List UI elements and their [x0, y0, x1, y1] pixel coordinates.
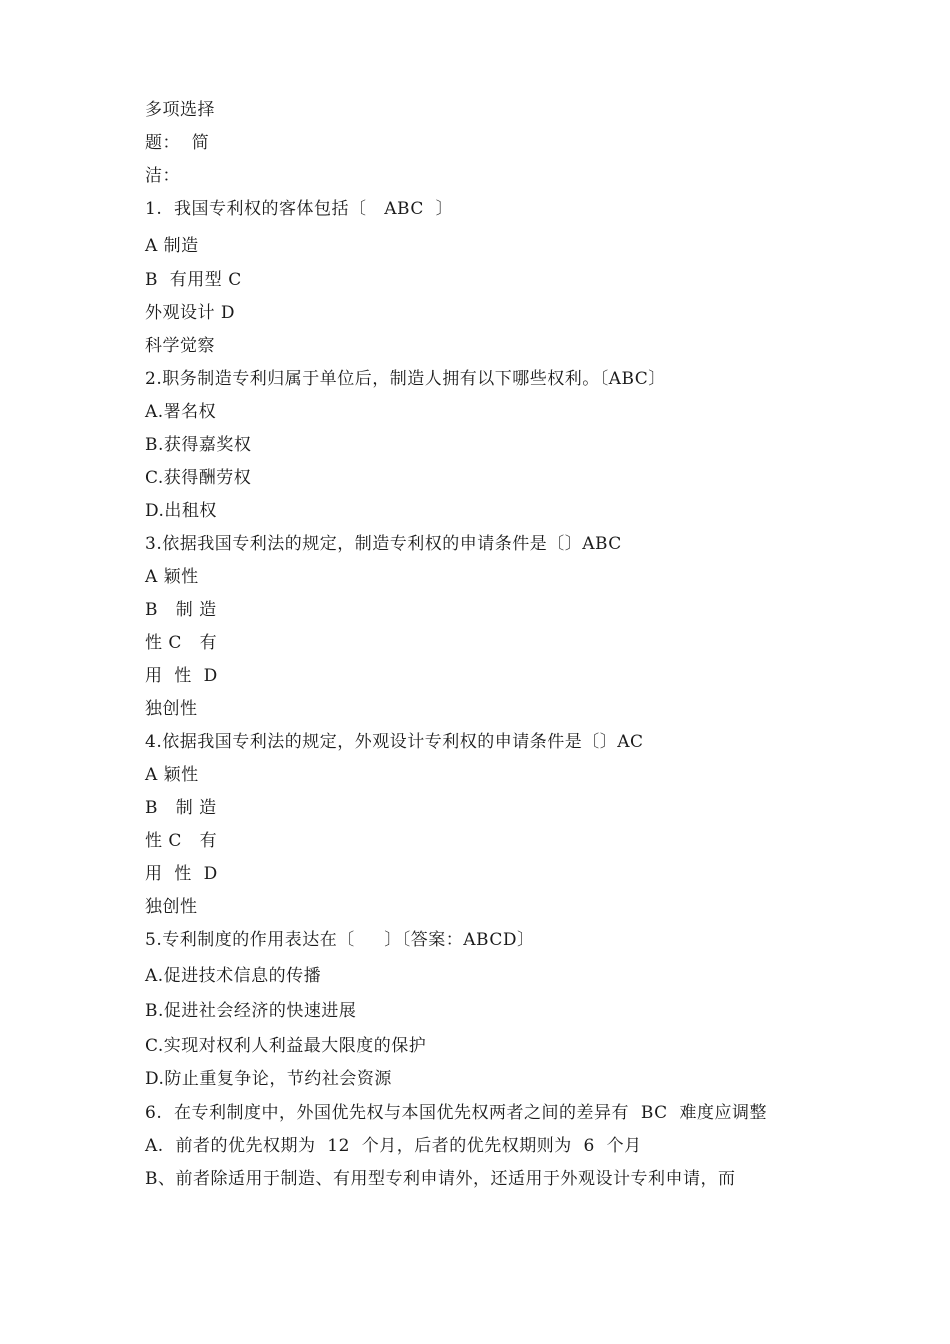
section-heading: 题： 简 — [145, 133, 210, 153]
option-line: 外观设计 D — [145, 303, 236, 323]
option-line: D.出租权 — [145, 501, 217, 521]
question-1: 1. 我国专利权的客体包括〔 ABC 〕 — [145, 199, 454, 219]
question-6: 6. 在专利制度中，外国优先权与本国优先权两者之间的差异有 BC 难度应调整 — [145, 1103, 767, 1123]
option-line: 用 性 D — [145, 666, 218, 686]
option-line: C.实现对权利人利益最大限度的保护 — [145, 1036, 427, 1056]
option-line: 性 C 有 — [145, 831, 218, 851]
option-line: 用 性 D — [145, 864, 218, 884]
section-heading: 洁： — [145, 166, 180, 186]
option-line: D.防止重复争论，节约社会资源 — [145, 1069, 392, 1089]
question-3: 3.依据我国专利法的规定，制造专利权的申请条件是〔〕ABC — [145, 534, 622, 554]
option-line: B 有用型 C — [145, 270, 242, 290]
option-line: C.获得酬劳权 — [145, 468, 252, 488]
option-line: A.促进技术信息的传播 — [145, 966, 322, 986]
question-2: 2.职务制造专利归属于单位后，制造人拥有以下哪些权利。〔ABC〕 — [145, 369, 666, 389]
option-line: A.署名权 — [145, 402, 217, 422]
section-heading: 多项选择 — [145, 100, 215, 120]
question-5: 5.专利制度的作用表达在〔 〕〔答案：ABCD〕 — [145, 930, 535, 950]
option-line: 科学觉察 — [145, 336, 215, 356]
option-line: B 制 造 — [145, 600, 217, 620]
option-line: A 制造 — [145, 236, 199, 256]
option-line: 性 C 有 — [145, 633, 218, 653]
question-4: 4.依据我国专利法的规定，外观设计专利权的申请条件是〔〕AC — [145, 732, 644, 752]
option-line: B.获得嘉奖权 — [145, 435, 252, 455]
option-line: B、前者除适用于制造、有用型专利申请外，还适用于外观设计专利申请，而 — [145, 1169, 736, 1189]
option-line: 独创性 — [145, 699, 198, 719]
option-line: 独创性 — [145, 897, 198, 917]
option-line: B.促进社会经济的快速进展 — [145, 1001, 357, 1021]
option-line: A 颖性 — [145, 567, 199, 587]
option-line: B 制 造 — [145, 798, 217, 818]
option-line: A. 前者的优先权期为 12 个月，后者的优先权期则为 6 个月 — [145, 1136, 642, 1156]
option-line: A 颖性 — [145, 765, 199, 785]
